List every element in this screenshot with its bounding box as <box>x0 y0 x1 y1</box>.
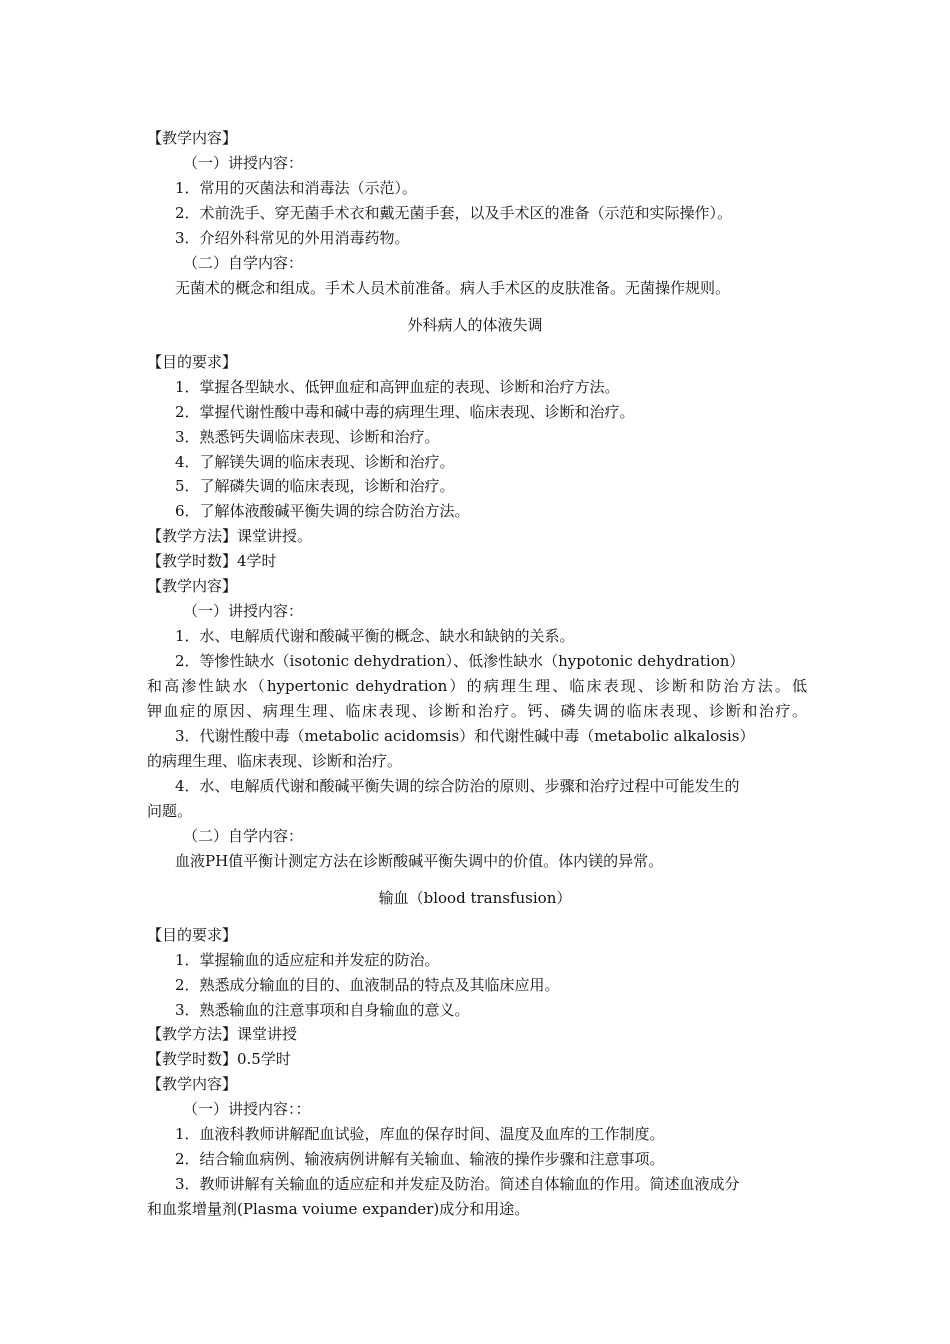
sec2-lecture-heading: （一）讲授内容： <box>183 602 304 620</box>
sec1-lecture-item: 1．常用的灭菌法和消毒法（示范）。 <box>175 179 418 197</box>
sec3-title: 输血（blood transfusion） <box>378 889 572 907</box>
sec2-goal-item: 6．了解体液酸碱平衡失调的综合防治方法。 <box>175 502 470 520</box>
sec2-hours: 【教学时数】4学时 <box>147 552 277 570</box>
sec3-goal-item: 2．熟悉成分输血的目的、血液制品的特点及其临床应用。 <box>175 976 560 994</box>
sec3-goal-item: 3．熟悉输血的注意事项和自身输血的意义。 <box>175 1001 470 1019</box>
sec2-lecture-item-2-line3: 钾血症的原因、病理生理、临床表现、诊断和治疗。钙、磷失调的临床表现、诊断和治疗。 <box>147 702 807 720</box>
sec1-lecture-heading: （一）讲授内容： <box>183 154 304 172</box>
sec2-lecture-item-3-line2: 的病理生理、临床表现、诊断和治疗。 <box>147 752 403 770</box>
sec2-goal-item: 5．了解磷失调的临床表现，诊断和治疗。 <box>175 477 455 495</box>
sec2-goal-item: 1．掌握各型缺水、低钾血症和高钾血症的表现、诊断和治疗方法。 <box>175 378 620 396</box>
sec2-goal-item: 4．了解镁失调的临床表现、诊断和治疗。 <box>175 453 455 471</box>
sec2-self-study-text: 血液PH值平衡计测定方法在诊断酸碱平衡失调中的价值。体内镁的异常。 <box>175 852 664 870</box>
sec2-lecture-item-4-line2: 问题。 <box>147 802 193 820</box>
sec3-lecture-item-3-line1: 3．教师讲解有关输血的适应症和并发症及防治。简述自体输血的作用。简述血液成分 <box>175 1175 740 1193</box>
sec3-lecture-heading: （一）讲授内容：： <box>183 1100 311 1118</box>
sec2-goal-item: 2．掌握代谢性酸中毒和碱中毒的病理生理、临床表现、诊断和治疗。 <box>175 403 635 421</box>
sec2-goal-item: 3．熟悉钙失调临床表现、诊断和治疗。 <box>175 428 440 446</box>
sec2-lecture-item-2-line2: 和高渗性缺水（hypertonic dehydration）的病理生理、临床表现、诊断和防治方法。低 <box>147 677 807 695</box>
sec1-self-study-heading: （二）自学内容： <box>183 254 304 272</box>
sec2-lecture-item-4-line1: 4．水、电解质代谢和酸碱平衡失调的综合防治的原则、步骤和治疗过程中可能发生的 <box>175 777 740 795</box>
sec3-goal-heading: 【目的要求】 <box>147 926 238 944</box>
sec1-lecture-item: 3．介绍外科常见的外用消毒药物。 <box>175 229 410 247</box>
sec3-lecture-item-1: 1．血液科教师讲解配血试验，库血的保存时间、温度及血库的工作制度。 <box>175 1125 665 1143</box>
sec3-hours: 【教学时数】0.5学时 <box>147 1050 291 1068</box>
sec1-content-heading: 【教学内容】 <box>147 129 238 147</box>
sec3-method: 【教学方法】课堂讲授 <box>147 1025 298 1043</box>
sec1-self-study-text: 无菌术的概念和组成。手术人员术前准备。病人手术区的皮肤准备。无菌操作规则。 <box>175 279 731 297</box>
sec2-lecture-item-1: 1．水、电解质代谢和酸碱平衡的概念、缺水和缺钠的关系。 <box>175 627 575 645</box>
sec2-goal-heading: 【目的要求】 <box>147 353 238 371</box>
sec2-lecture-item-3-line1: 3．代谢性酸中毒（metabolic acidomsis）和代谢性碱中毒（metabolic alkalosis） <box>175 727 755 745</box>
sec3-lecture-item-2: 2．结合输血病例、输液病例讲解有关输血、输液的操作步骤和注意事项。 <box>175 1150 665 1168</box>
sec3-content-heading: 【教学内容】 <box>147 1075 238 1093</box>
sec2-self-study-heading: （二）自学内容： <box>183 827 304 845</box>
sec2-lecture-item-2-line1: 2．等惨性缺水（isotonic dehydration）、低渗性缺水（hypotonic dehydration） <box>175 652 745 670</box>
sec2-content-heading: 【教学内容】 <box>147 577 238 595</box>
sec1-lecture-item: 2．术前洗手、穿无菌手术衣和戴无菌手套，以及手术区的准备（示范和实际操作）。 <box>175 204 733 222</box>
sec2-title: 外科病人的体液失调 <box>407 316 543 334</box>
sec3-lecture-item-3-line2: 和血浆增量剂(Plasma voiume expander)成分和用途。 <box>147 1200 530 1218</box>
sec2-method: 【教学方法】课堂讲授。 <box>147 527 313 545</box>
sec3-goal-item: 1．掌握输血的适应症和并发症的防治。 <box>175 951 440 969</box>
